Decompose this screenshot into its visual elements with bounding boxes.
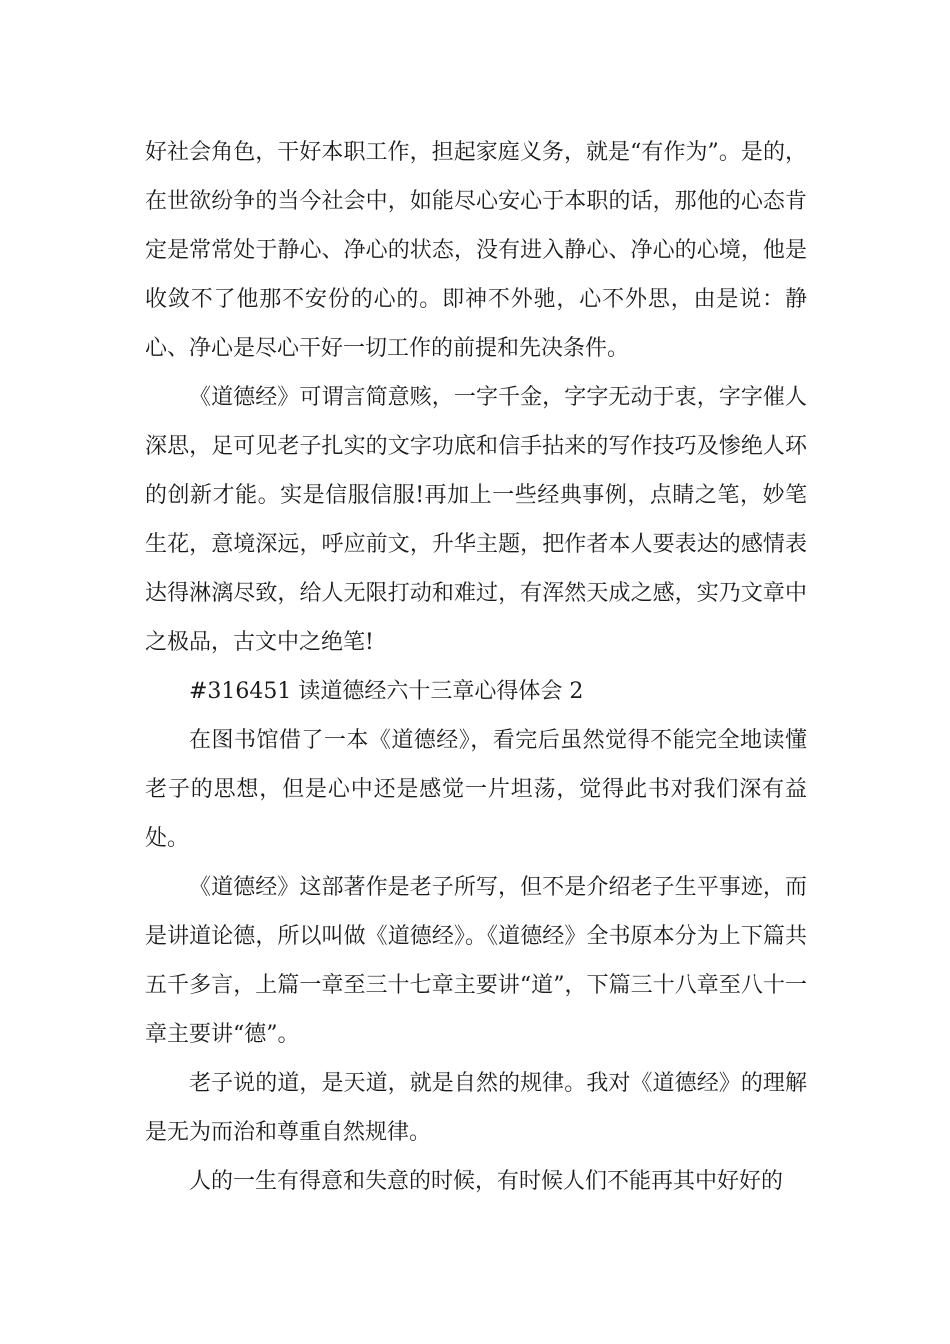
paragraph-life-reflection: 人的一生有得意和失意的时候，有时候人们不能再其中好好的 — [189, 1169, 784, 1194]
document-page — [145, 128, 807, 1206]
paragraph-library: 在图书馆借了一本《道德经》，看完后虽然觉得不能完全地读懂老子的思想，但是心中还是感觉一片坦荡，觉得此书对我们深有益处。 — [145, 728, 807, 851]
paragraph-dao-meaning: 老子说的道，是天道，就是自然的规律。我对《道德经》的理解是无为而治和尊重自然规律。 — [145, 1071, 807, 1145]
section-heading: #316451 读道德经六十三章心得体会 2 — [189, 679, 584, 704]
paragraph-continuation: 好社会角色，干好本职工作，担起家庭义务，就是“有作为”。是的，在世欲纷争的当今社会中，如能尽心安心于本职的话，那他的心态肯定是常常处于静心、净心的状态，没有进入静心、净心的心境，他是收敛不了他那不安份的心的。即神不外驰，心不外思，由是说：静心、净心是尽心干好一切工作的前提和先决条件。 — [145, 140, 807, 361]
paragraph-daodejing-praise: 《道德经》可谓言简意赅，一字千金，字字无动于衷，字字催人深思，足可见老子扎实的文字功底和信手拈来的写作技巧及惨绝人环的创新才能。实是信服信服!再加上一些经典事例，点睛之笔，妙笔生花，意境深远，呼应前文，升华主题，把作者本人要表达的感情表达得淋漓尽致，给人无限打动和难过，有浑然天成之感，实乃文章中之极品，古文中之绝笔! — [145, 385, 807, 655]
paragraph-book-structure: 《道德经》这部著作是老子所写，但不是介绍老子生平事迹，而是讲道论德，所以叫做《道德经》。《道德经》全书原本分为上下篇共五千多言，上篇一章至三十七章主要讲“道”，下篇三十八章至八十一章主要讲“德”。 — [145, 875, 807, 1047]
